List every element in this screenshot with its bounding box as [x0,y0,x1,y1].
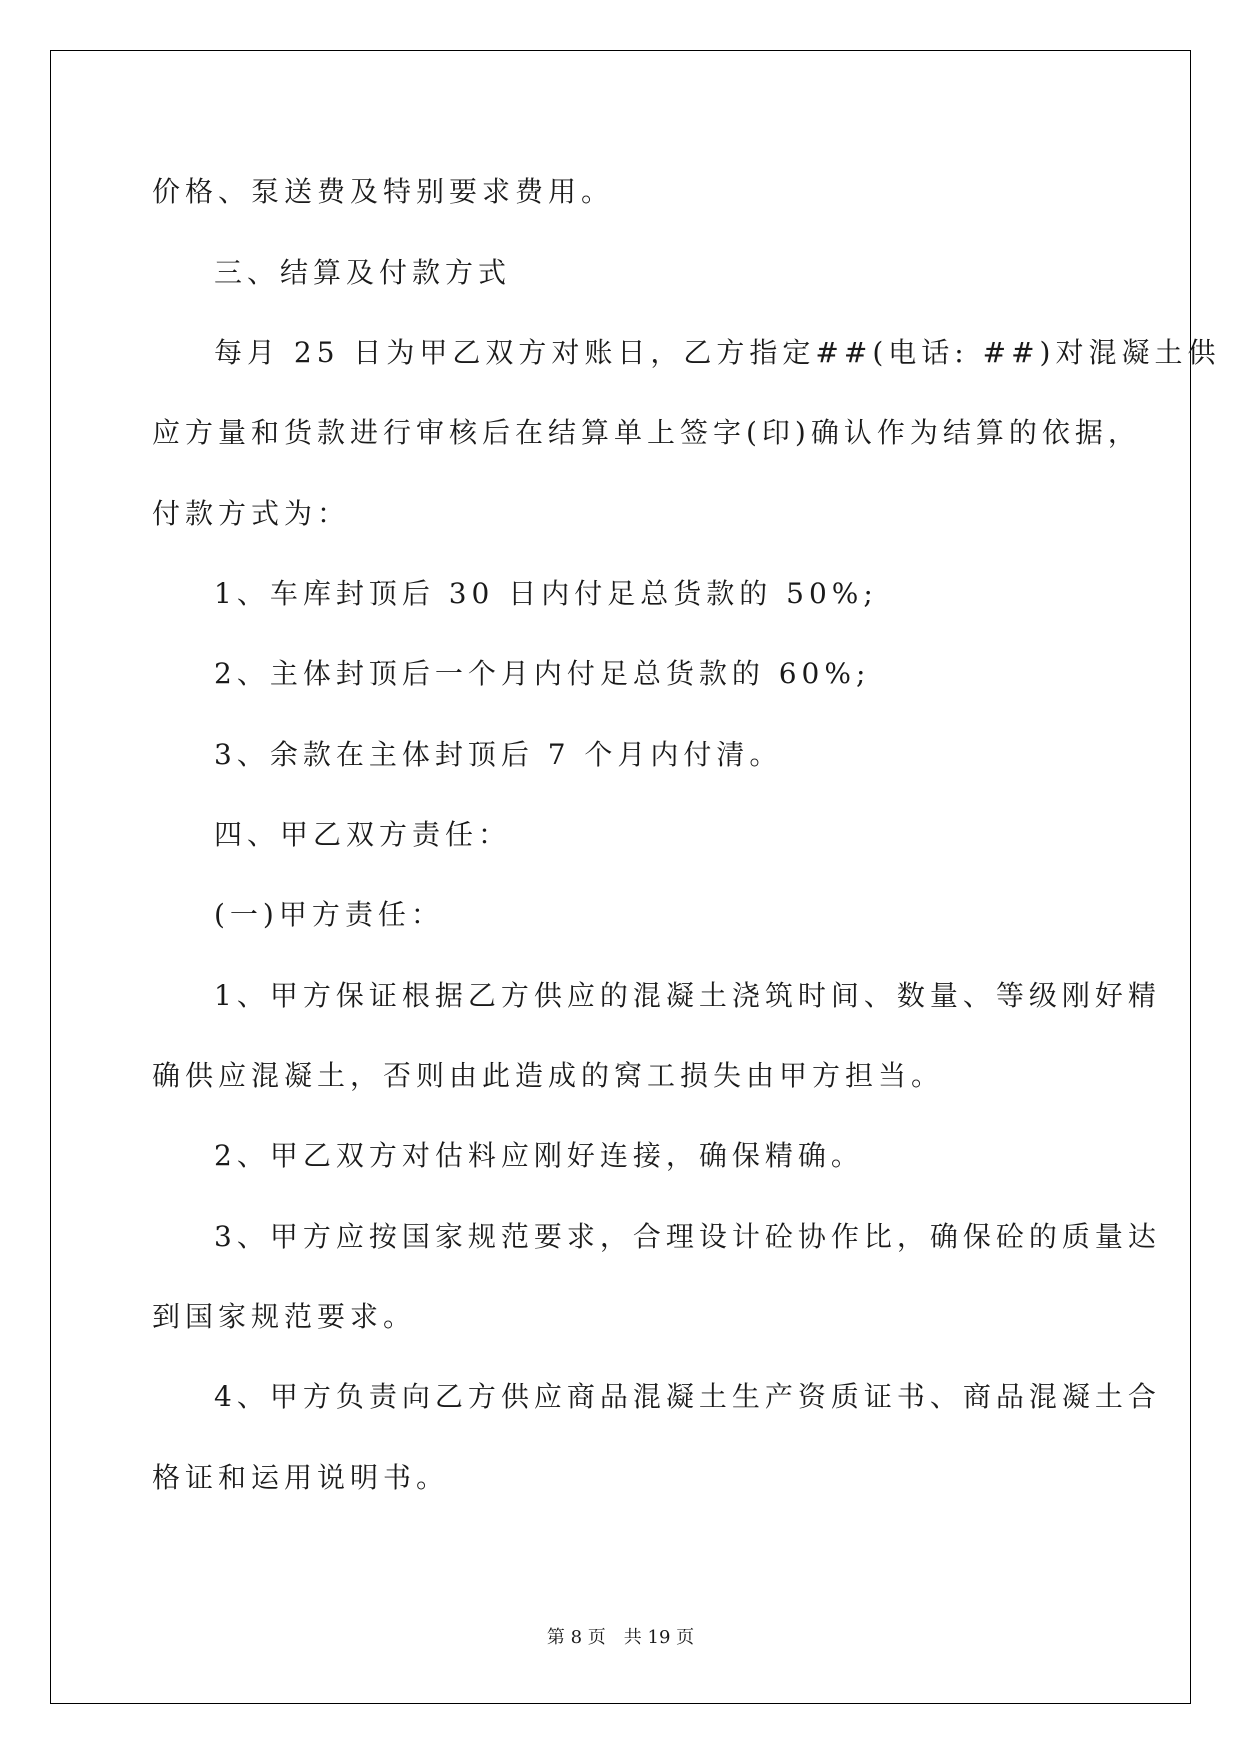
list-item: 3、甲方应按国家规范要求，合理设计砼协作比，确保砼的质量达 [214,1220,1161,1253]
list-item: 1、车库封顶后 30 日内付足总货款的 50%; [214,577,878,610]
section-heading: 三、结算及付款方式 [214,256,512,289]
paragraph-line: 每月 25 日为甲乙双方对账日，乙方指定##(电话: ##)对混凝土供 [214,336,1221,369]
list-item: 3、余款在主体封顶后 7 个月内付清。 [214,738,783,771]
section-heading: 四、甲乙双方责任： [214,818,512,851]
paragraph-line: 付款方式为： [152,497,351,530]
paragraph-line: 价格、泵送费及特别要求费用。 [152,175,615,208]
paragraph-line: 应方量和货款进行审核后在结算单上签字(印)确认作为结算的依据， [152,416,1141,449]
paragraph-line: 格证和运用说明书。 [152,1461,450,1494]
list-item: 2、甲乙双方对估料应刚好连接，确保精确。 [214,1139,864,1172]
subsection-heading: (一)甲方责任： [214,898,444,931]
list-item: 1、甲方保证根据乙方供应的混凝土浇筑时间、数量、等级刚好精 [214,979,1161,1012]
page-footer [0,1626,1241,1650]
list-item: 4、甲方负责向乙方供应商品混凝土生产资质证书、商品混凝土合 [214,1380,1161,1413]
page-border [50,50,1191,1704]
list-item: 2、主体封顶后一个月内付足总货款的 60%; [214,657,871,690]
paragraph-line: 确供应混凝土，否则由此造成的窝工损失由甲方担当。 [152,1059,945,1092]
paragraph-line: 到国家规范要求。 [152,1300,417,1333]
page-number: 第 8 页 [546,1627,606,1648]
page-total: 共 19 页 [623,1627,695,1648]
